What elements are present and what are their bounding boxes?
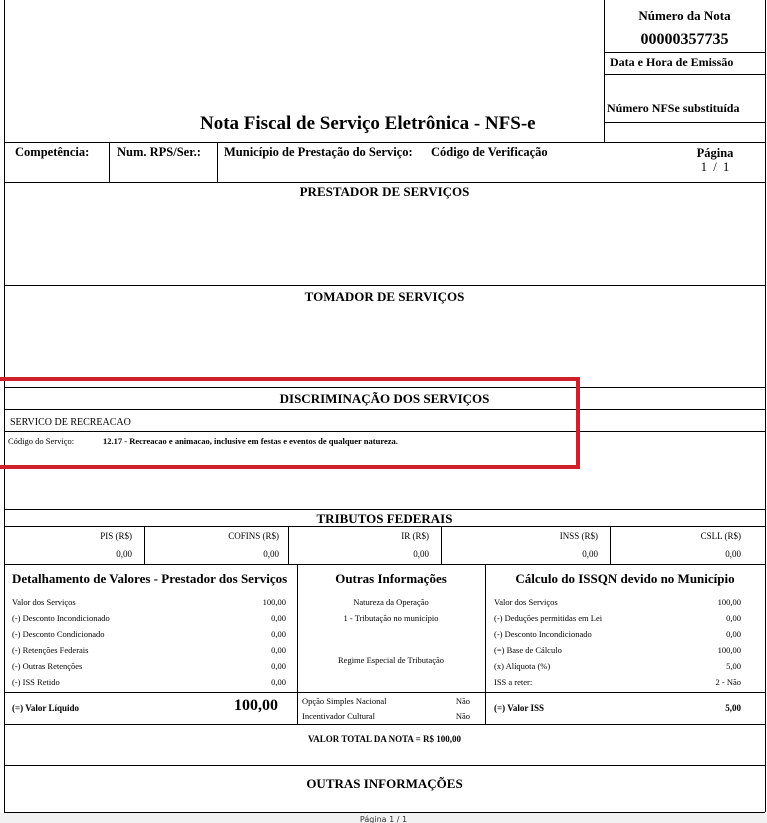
detalhamento-row-label: (-) Desconto Condicionado: [12, 629, 105, 639]
rps-label: Num. RPS/Ser.:: [117, 145, 201, 159]
detalhamento-row-value: 0,00: [271, 645, 286, 655]
valor-liquido-label: (=) Valor Líquido: [12, 703, 79, 713]
calculo-row-label: (=) Base de Cálculo: [494, 645, 562, 655]
codigo-servico-value: 12.17 - Recreacao e animacao, inclusive em festas e eventos de qualquer natureza.: [103, 436, 398, 446]
natureza-operacao-label: Natureza da Operação: [353, 597, 429, 607]
tributos-divider: [288, 526, 289, 564]
highlight-annotation-box: [0, 377, 580, 469]
calculo-row-value: 100,00: [717, 645, 741, 655]
cofins-value: 0,00: [263, 549, 279, 559]
incentivador-cultural-value: Não: [455, 711, 470, 721]
csll-value: 0,00: [725, 549, 741, 559]
natureza-operacao-value: 1 - Tributação no município: [343, 613, 439, 623]
valores-divider: [297, 564, 298, 724]
detalhamento-row-value: 0,00: [271, 613, 286, 623]
calculo-row-value: 2 - Não: [715, 677, 741, 687]
cofins-label: COFINS (R$): [228, 531, 279, 541]
tributos-title: TRIBUTOS FEDERAIS: [316, 511, 453, 526]
detalhamento-row-value: 0,00: [271, 677, 286, 687]
detalhamento-row-value: 0,00: [271, 629, 286, 639]
regime-especial-label: Regime Especial de Tributação: [338, 655, 444, 665]
simples-nacional-label: Opção Simples Nacional: [302, 696, 387, 706]
prestador-top: [4, 182, 765, 183]
valor-iss-label: (=) Valor ISS: [494, 703, 544, 713]
valor-total-nota: VALOR TOTAL DA NOTA = R$ 100,00: [307, 734, 462, 744]
calculo-row-label: (-) Desconto Incondicionado: [494, 629, 592, 639]
total-top: [4, 724, 765, 725]
ir-value: 0,00: [413, 549, 429, 559]
prestador-title: PRESTADOR DE SERVIÇOS: [299, 184, 470, 199]
competencia-label: Competência:: [15, 145, 90, 159]
valores-top: [4, 564, 765, 565]
valor-iss-value: 5,00: [725, 703, 741, 713]
tomador-title: TOMADOR DE SERVIÇOS: [304, 289, 465, 304]
valores-divider: [485, 564, 486, 724]
simples-nacional-value: Não: [455, 696, 470, 706]
data-emissao-label: Data e Hora de Emissão: [610, 55, 734, 69]
tributos-top: [4, 509, 765, 510]
numero-nota-label: Número da Nota: [638, 8, 731, 23]
tomador-top: [4, 285, 765, 286]
detalhamento-row-value: 0,00: [271, 661, 286, 671]
outras-informacoes-title: Outras Informações: [335, 571, 447, 586]
header-line: [604, 74, 765, 75]
pis-label: PIS (R$): [100, 531, 132, 541]
tributos-divider: [441, 526, 442, 564]
calculo-row-label: (-) Deduções permitidas em Lei: [494, 613, 603, 623]
inss-label: INSS (R$): [559, 531, 598, 541]
incentivador-cultural-label: Incentivador Cultural: [302, 711, 375, 721]
calculo-row-label: ISS a reter:: [494, 677, 533, 687]
valor-liquido-value: 100,00: [234, 697, 278, 714]
detalhamento-row-label: (-) Desconto Incondicionado: [12, 613, 110, 623]
header-line: [604, 122, 765, 123]
detalhamento-row-label: Valor dos Serviços: [12, 597, 76, 607]
calculo-row-label: Valor dos Serviços: [494, 597, 558, 607]
discriminacao-title: DISCRIMINAÇÃO DOS SERVIÇOS: [279, 391, 490, 406]
servico-descricao: SERVICO DE RECREACAO: [10, 417, 131, 428]
document-title: Nota Fiscal de Serviço Eletrônica - NFS-e: [200, 113, 536, 134]
calculo-row-value: 0,00: [726, 629, 741, 639]
valores-bottom-line: [4, 692, 765, 693]
calculo-row-value: 5,00: [726, 661, 741, 671]
pagina-label: Página: [696, 146, 734, 160]
outras-info-top: [4, 765, 765, 766]
calculo-row-value: 100,00: [717, 597, 741, 607]
calculo-row-value: 0,00: [726, 613, 741, 623]
detalhamento-row-label: (-) Outras Retenções: [12, 661, 83, 671]
ir-label: IR (R$): [401, 531, 429, 541]
codigo-verificacao-label: Código de Verificação: [431, 145, 548, 159]
csll-label: CSLL (R$): [700, 531, 741, 541]
tributos-divider: [610, 526, 611, 564]
tributos-divider: [144, 526, 145, 564]
frame-right-border: [765, 0, 766, 812]
info-row-top: [4, 142, 765, 143]
info-divider: [109, 142, 110, 182]
calculo-row-label: (x) Alíquota (%): [494, 661, 551, 671]
outras-informacoes-section-title: OUTRAS INFORMAÇÕES: [306, 776, 463, 791]
detalhamento-row-label: (-) Retenções Federais: [12, 645, 89, 655]
calculo-issqn-title: Cálculo do ISSQN devido no Município: [515, 571, 735, 586]
info-divider: [217, 142, 218, 182]
nfse-substituida-label: Número NFSe substituída: [607, 101, 740, 115]
codigo-servico-label: Código do Serviço:: [8, 436, 75, 446]
tributos-line: [4, 526, 765, 527]
detalhamento-row-label: (-) ISS Retido: [12, 677, 60, 687]
header-line: [604, 52, 765, 53]
pagina-value: 1 / 1: [700, 160, 730, 174]
page-indicator: Página 1 / 1: [359, 815, 408, 823]
detalhamento-title: Detalhamento de Valores - Prestador dos Serviços: [12, 571, 288, 586]
detalhamento-row-value: 100,00: [262, 597, 286, 607]
numero-nota-value: 00000357735: [640, 31, 729, 48]
pis-value: 0,00: [116, 549, 132, 559]
inss-value: 0,00: [582, 549, 598, 559]
municipio-label: Município de Prestação do Serviço:: [224, 145, 413, 159]
